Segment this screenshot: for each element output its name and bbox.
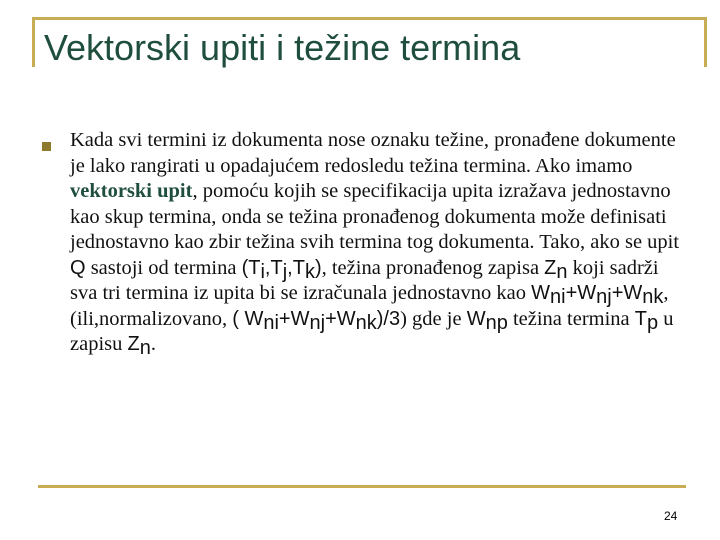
var-W-np: W bbox=[466, 307, 486, 330]
plus-W-1: +W bbox=[565, 282, 597, 304]
body-text-10: . bbox=[150, 333, 156, 355]
sub-j: j bbox=[282, 260, 288, 283]
sub-n: n bbox=[556, 260, 568, 283]
term-comma-2: ,T bbox=[287, 256, 305, 279]
title-frame-top bbox=[32, 17, 706, 20]
bullet-square-icon bbox=[42, 142, 51, 151]
plus-W-3: +W bbox=[278, 307, 310, 330]
var-W-1: W bbox=[531, 282, 550, 304]
page-number: 24 bbox=[664, 509, 678, 523]
sub-p: p bbox=[647, 311, 659, 334]
body-text-7: ) gde je bbox=[400, 307, 467, 330]
sub-nj-2: nj bbox=[309, 311, 326, 334]
sub-ni-2: ni bbox=[263, 311, 279, 334]
term-comma-1: ,T bbox=[264, 256, 283, 279]
var-Z: Z bbox=[544, 256, 557, 279]
body-text-1: Kada svi termini iz dokumenta nose oznaku težine, pronađene dokumente je lako rangirati u opadajućem redosledu težina termina. Ako imamo bbox=[70, 129, 676, 177]
body-text-8: težina termina bbox=[507, 307, 635, 330]
sub-np: np bbox=[485, 311, 508, 334]
div-3: )/3 bbox=[376, 307, 401, 330]
paren-W: ( W bbox=[232, 307, 264, 330]
term-open: (T bbox=[241, 256, 261, 279]
highlight-vektorski-upit: vektorski upit bbox=[70, 180, 193, 202]
term-close: ) bbox=[314, 256, 322, 279]
body-text-3: sastoji od termina bbox=[85, 256, 242, 279]
sub-i: i bbox=[260, 260, 265, 283]
body-text-2: , pomoću kojih se specifikacija upita izražava jednostavno kao skup termina, onda se težina pronađenog dokumenta može definisati jednostavno kao zbir težina svih termina tog dokumenta. Tako, ako se upit bbox=[70, 180, 680, 253]
plus-W-4: +W bbox=[325, 307, 356, 330]
sub-n-2: n bbox=[139, 337, 151, 359]
var-Q: Q bbox=[70, 256, 86, 279]
title-frame-left bbox=[32, 17, 35, 67]
sub-nj: nj bbox=[596, 286, 612, 308]
sub-nk: nk bbox=[642, 286, 664, 308]
body-text-4: , težina pronađenog zapisa bbox=[321, 256, 545, 279]
plus-W-2: +W bbox=[611, 282, 643, 304]
body-text-9: u zapisu bbox=[70, 307, 674, 355]
title-frame-right bbox=[704, 17, 707, 67]
slide-title: Vektorski upiti i težine termina bbox=[44, 27, 521, 68]
sub-ni: ni bbox=[549, 286, 566, 308]
var-T-p: T bbox=[634, 307, 647, 330]
bullet-paragraph bbox=[70, 128, 680, 358]
footer-divider bbox=[38, 485, 686, 488]
sub-k: k bbox=[304, 260, 315, 283]
sub-nk-2: nk bbox=[355, 311, 377, 334]
body-text-6: , (ili,normalizovano, bbox=[70, 282, 669, 330]
var-Z-2: Z bbox=[127, 333, 140, 355]
body-text-5: koji sadrži sva tri termina iz upita bi se izračunala jednostavno kao bbox=[70, 256, 659, 304]
